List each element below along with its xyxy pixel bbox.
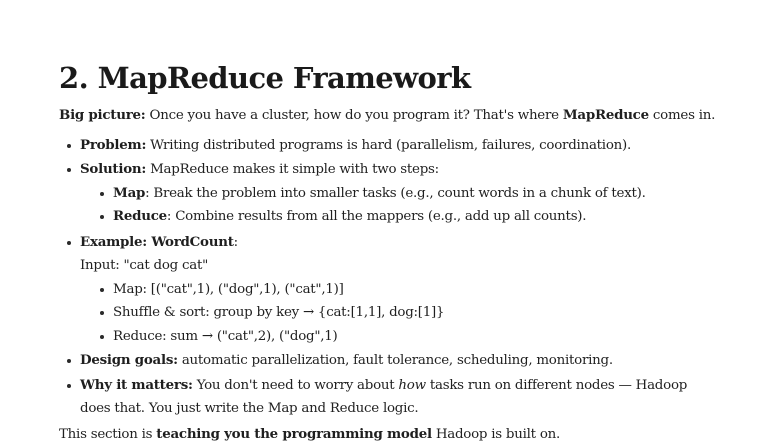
intro-text-a: Once you have a cluster, how do you program it? That's where — [145, 108, 563, 123]
main-bullet-list — [59, 134, 759, 421]
reduce-label: Reduce — [113, 208, 167, 224]
example-label: Example: WordCount — [80, 233, 234, 250]
document-body — [59, 58, 759, 441]
intro-paragraph — [59, 104, 759, 128]
design-text: automatic parallelization, fault tolerance, scheduling, monitoring. — [177, 353, 613, 368]
example-step-reduce: Reduce: sum → ("cat",2), ("dog",1) — [80, 325, 759, 349]
outro-text-a: This section is — [59, 426, 157, 441]
solution-label: Solution: — [80, 161, 147, 177]
bullet-solution — [59, 158, 759, 229]
section-heading: 2. MapReduce Framework — [59, 61, 471, 95]
bullet-why-it-matters — [59, 374, 759, 421]
intro-label: Big picture: — [59, 107, 146, 123]
why-label: Why it matters: — [80, 376, 193, 393]
problem-label: Problem: — [80, 136, 147, 153]
design-label: Design goals: — [80, 352, 178, 368]
why-line-2: does that. You just write the Map and Reduce logic. — [80, 401, 419, 416]
why-text-b: tasks run on different nodes — Hadoop — [425, 377, 688, 393]
example-steps-list — [80, 278, 759, 349]
map-text: : Break the problem into smaller tasks (e.g., count words in a chunk of text). — [145, 185, 646, 201]
intro-text-b: comes in. — [648, 108, 716, 123]
outro-text-b: Hadoop is built on. — [431, 426, 561, 441]
reduce-text: : Combine results from all the mappers (e.g., add up all counts). — [166, 209, 587, 224]
outro-paragraph — [59, 423, 759, 441]
solution-steps-list — [80, 182, 759, 229]
solution-text: MapReduce makes it simple with two steps: — [146, 162, 439, 177]
solution-step-reduce — [80, 205, 759, 229]
bullet-example — [59, 231, 759, 349]
example-step-shuffle: Shuffle & sort: group by key → {cat:[1,1], dog:[1]} — [80, 301, 759, 325]
problem-text: Writing distributed programs is hard (parallelism, failures, coordination). — [146, 137, 632, 153]
bullet-design-goals — [59, 349, 759, 373]
why-text-a: You don't need to worry about — [192, 377, 399, 393]
intro-strong: MapReduce — [562, 107, 649, 123]
solution-step-map — [80, 182, 759, 206]
outro-strong: teaching you the programming model — [156, 425, 432, 441]
example-colon: : — [233, 234, 238, 250]
example-input: Input: "cat dog cat" — [80, 258, 209, 273]
map-label: Map — [113, 184, 146, 201]
bullet-problem — [59, 134, 759, 158]
example-step-map: Map: [("cat",1), ("dog",1), ("cat",1)] — [80, 278, 759, 302]
why-emphasis: how — [398, 377, 426, 393]
